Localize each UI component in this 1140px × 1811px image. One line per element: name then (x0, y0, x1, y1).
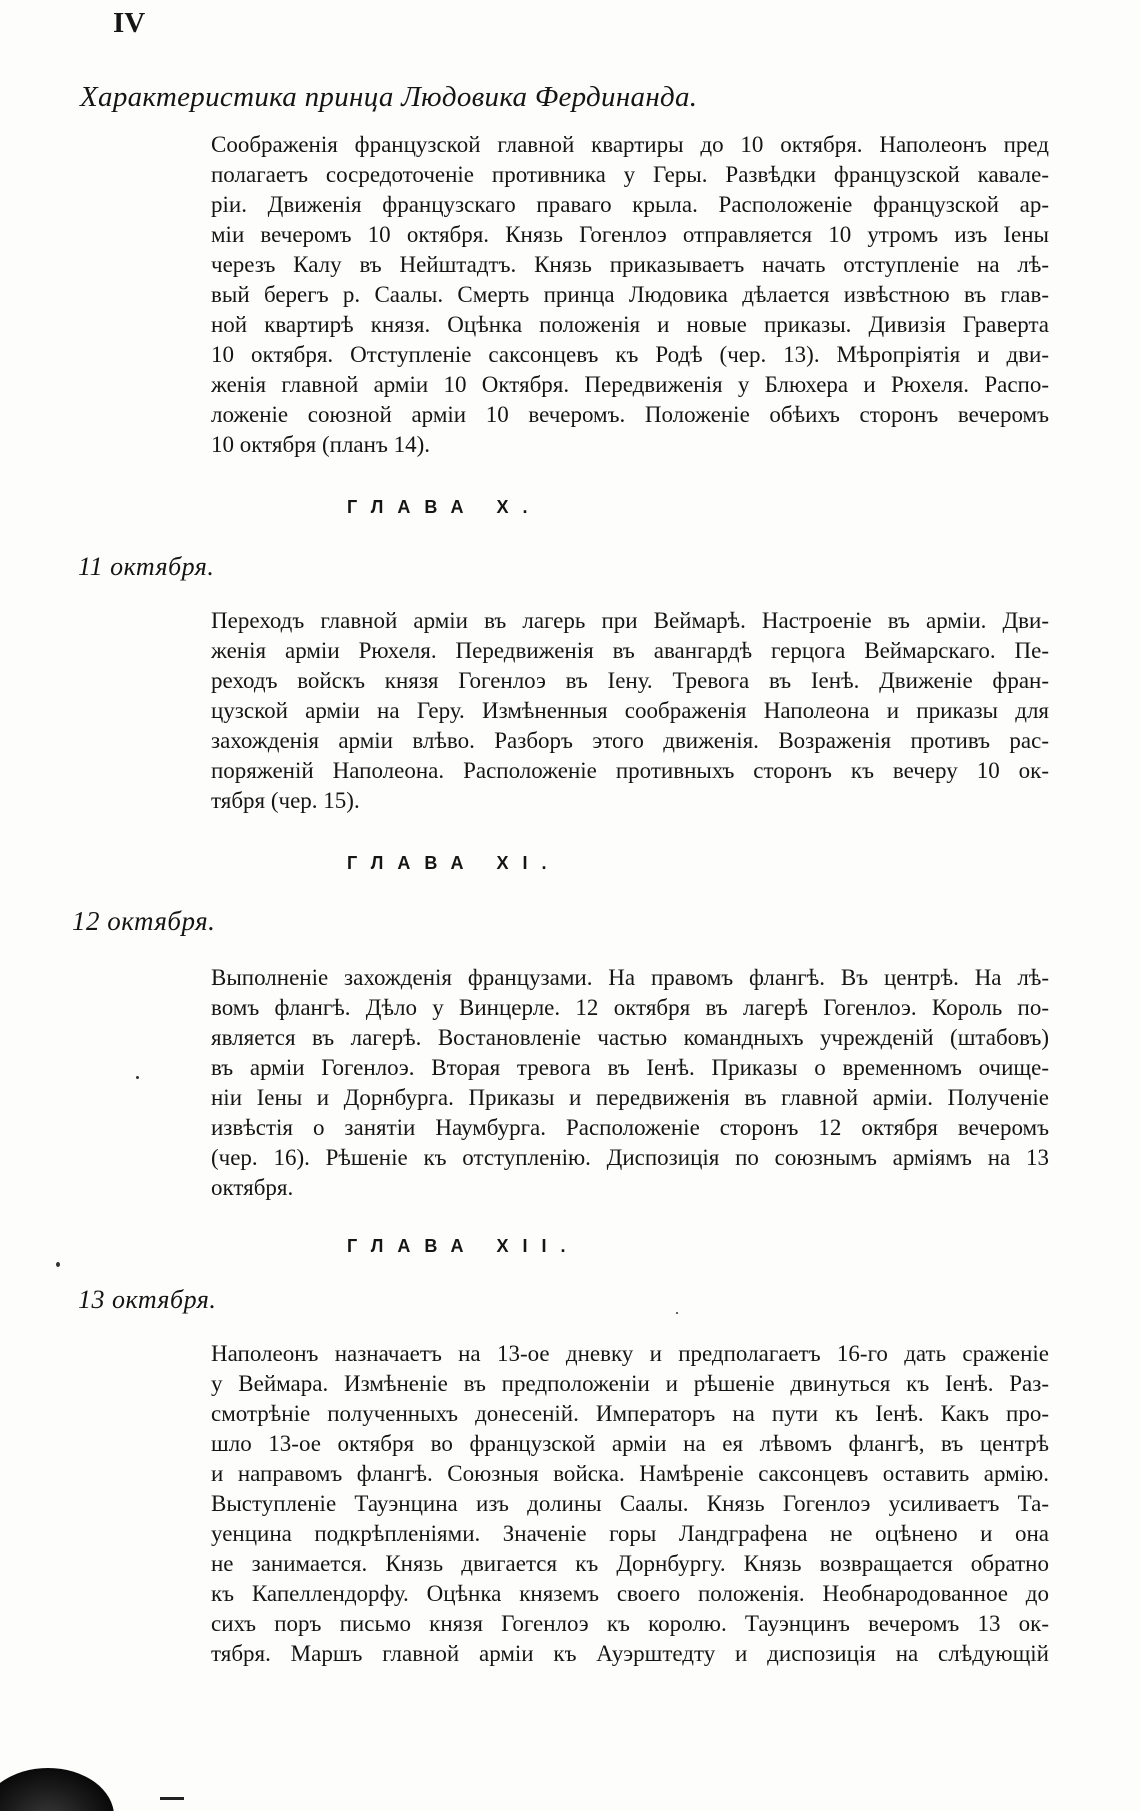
text-line: міи вечеромъ 10 октября. Князь Гогенлоэ отправляется 10 утромъ изъ Іены (211, 222, 1049, 247)
text-line: уенцина подкрѣпленіями. Значеніе горы Ландграфена не оцѣнено и она (211, 1521, 1049, 1546)
text-line: у Веймара. Измѣненіе въ предположеніи и рѣшеніе двинуться къ Іенѣ. Раз- (211, 1371, 1049, 1396)
date-heading: 13 октября. (78, 1285, 217, 1314)
text-line: октября. (211, 1175, 294, 1200)
scan-mark (160, 1797, 184, 1800)
text-line: ніи Іены и Дорнбурга. Приказы и передвиженія въ главной арміи. Полученіе (211, 1085, 1049, 1110)
text-line: женія главной арміи 10 Октября. Передвиженія у Блюхера и Рюхеля. Распо- (211, 372, 1049, 397)
text-line: захожденія арміи влѣво. Разборъ этого движенія. Возраженія противъ рас- (211, 728, 1049, 753)
scan-speck (56, 1262, 60, 1267)
text-line: Наполеонъ назначаетъ на 13-ое дневку и предполагаетъ 16-го дать сраженіе (211, 1341, 1049, 1366)
text-line: тября. Маршъ главной арміи къ Ауэрштедту и диспозиція на слѣдующій (211, 1641, 1049, 1666)
scan-smudge (0, 1768, 114, 1811)
page-number: IV (113, 7, 146, 39)
text-line: полагаетъ сосредоточеніе противника у Геры. Развѣдки французской кавале- (211, 162, 1049, 187)
text-line: шло 13-ое октября во французской арміи на ея лѣвомъ флангѣ, въ центрѣ (211, 1431, 1049, 1456)
text-line: Выступленіе Тауэнцина изъ долины Саалы. Князь Гогенлоэ усиливаетъ Та- (211, 1491, 1049, 1516)
text-line: Переходъ главной арміи въ лагерь при Веймарѣ. Настроеніе въ арміи. Дви- (211, 608, 1049, 633)
text-line: ной квартирѣ князя. Оцѣнка положенія и новые приказы. Дивизія Граверта (211, 312, 1049, 337)
text-line: Соображенія французской главной квартиры до 10 октября. Наполеонъ пред (211, 132, 1049, 157)
text-line: реходъ войскъ князя Гогенлоэ въ Іену. Тревога въ Іенѣ. Движеніе фран- (211, 668, 1049, 693)
text-line: женія арміи Рюхеля. Передвиженія въ авангардѣ герцога Веймарскаго. Пе- (211, 638, 1049, 663)
chapter-heading: ГЛАВА XI. (347, 853, 561, 873)
chapter-heading: ГЛАВА XII. (347, 1236, 580, 1256)
summary-paragraph (211, 1339, 1049, 1669)
scan-speck (676, 1312, 678, 1314)
text-line: въ арміи Гогенлоэ. Вторая тревога въ Іенѣ. Приказы о временномъ очище- (211, 1055, 1049, 1080)
summary-paragraph (211, 963, 1049, 1203)
text-line: и направомъ флангѣ. Союзныя войска. Намѣреніе саксонцевъ оставить армію. (211, 1461, 1049, 1486)
text-line: вомъ флангѣ. Дѣло у Винцерле. 12 октября въ лагерѣ Гогенлоэ. Король по- (211, 995, 1049, 1020)
text-line: не занимается. Князь двигается къ Дорнбургу. Князь возвращается обратно (211, 1551, 1049, 1576)
text-line: извѣстія о занятіи Наумбурга. Расположеніе сторонъ 12 октября вечеромъ (211, 1115, 1049, 1140)
date-heading: 12 октября. (72, 906, 216, 936)
text-line: черезъ Калу въ Нейштадтъ. Князь приказываетъ начать отступленіе на лѣ- (211, 252, 1049, 277)
text-line: вый берегъ р. Саалы. Смерть принца Людовика дѣлается извѣстною въ глав- (211, 282, 1049, 307)
text-line: является въ лагерѣ. Востановленіе частью командныхъ учрежденій (штабовъ) (211, 1025, 1049, 1050)
text-line: Выполненіе захожденія французами. На правомъ флангѣ. Въ центрѣ. На лѣ- (211, 965, 1049, 990)
scan-speck (136, 1076, 139, 1079)
text-line: тября (чер. 15). (211, 788, 360, 813)
text-line: сихъ поръ письмо князя Гогенлоэ къ королю. Тауэнцинъ вечеромъ 13 ок- (211, 1611, 1049, 1636)
text-line: (чер. 16). Рѣшеніе къ отступленію. Диспозиція по союзнымъ арміямъ на 13 (211, 1145, 1049, 1170)
text-line: 10 октября (планъ 14). (211, 432, 430, 457)
text-line: цузской арміи на Геру. Измѣненныя соображенія Наполеона и приказы для (211, 698, 1049, 723)
text-line: къ Капеллендорфу. Оцѣнка княземъ своего положенія. Необнародованное до (211, 1581, 1049, 1606)
text-line: поряженій Наполеона. Расположеніе противныхъ сторонъ къ вечеру 10 ок- (211, 758, 1049, 783)
text-line: ріи. Движенія французскаго праваго крыла. Расположеніе французской ар- (211, 192, 1049, 217)
summary-paragraph (211, 606, 1049, 816)
text-line: 10 октября. Отступленіе саксонцевъ къ Родѣ (чер. 13). Мѣропріятія и дви- (211, 342, 1049, 367)
text-line: ложеніе союзной арміи 10 вечеромъ. Положеніе обѣихъ сторонъ вечеромъ (211, 402, 1049, 427)
summary-paragraph (211, 130, 1049, 460)
chapter-heading: ГЛАВА X. (347, 497, 542, 517)
section-title: Характеристика принца Людовика Фердинанда. (80, 81, 698, 113)
text-line: смотрѣніе полученныхъ донесеній. Императоръ на пути къ Іенѣ. Какъ про- (211, 1401, 1049, 1426)
date-heading: 11 октября. (78, 552, 215, 581)
